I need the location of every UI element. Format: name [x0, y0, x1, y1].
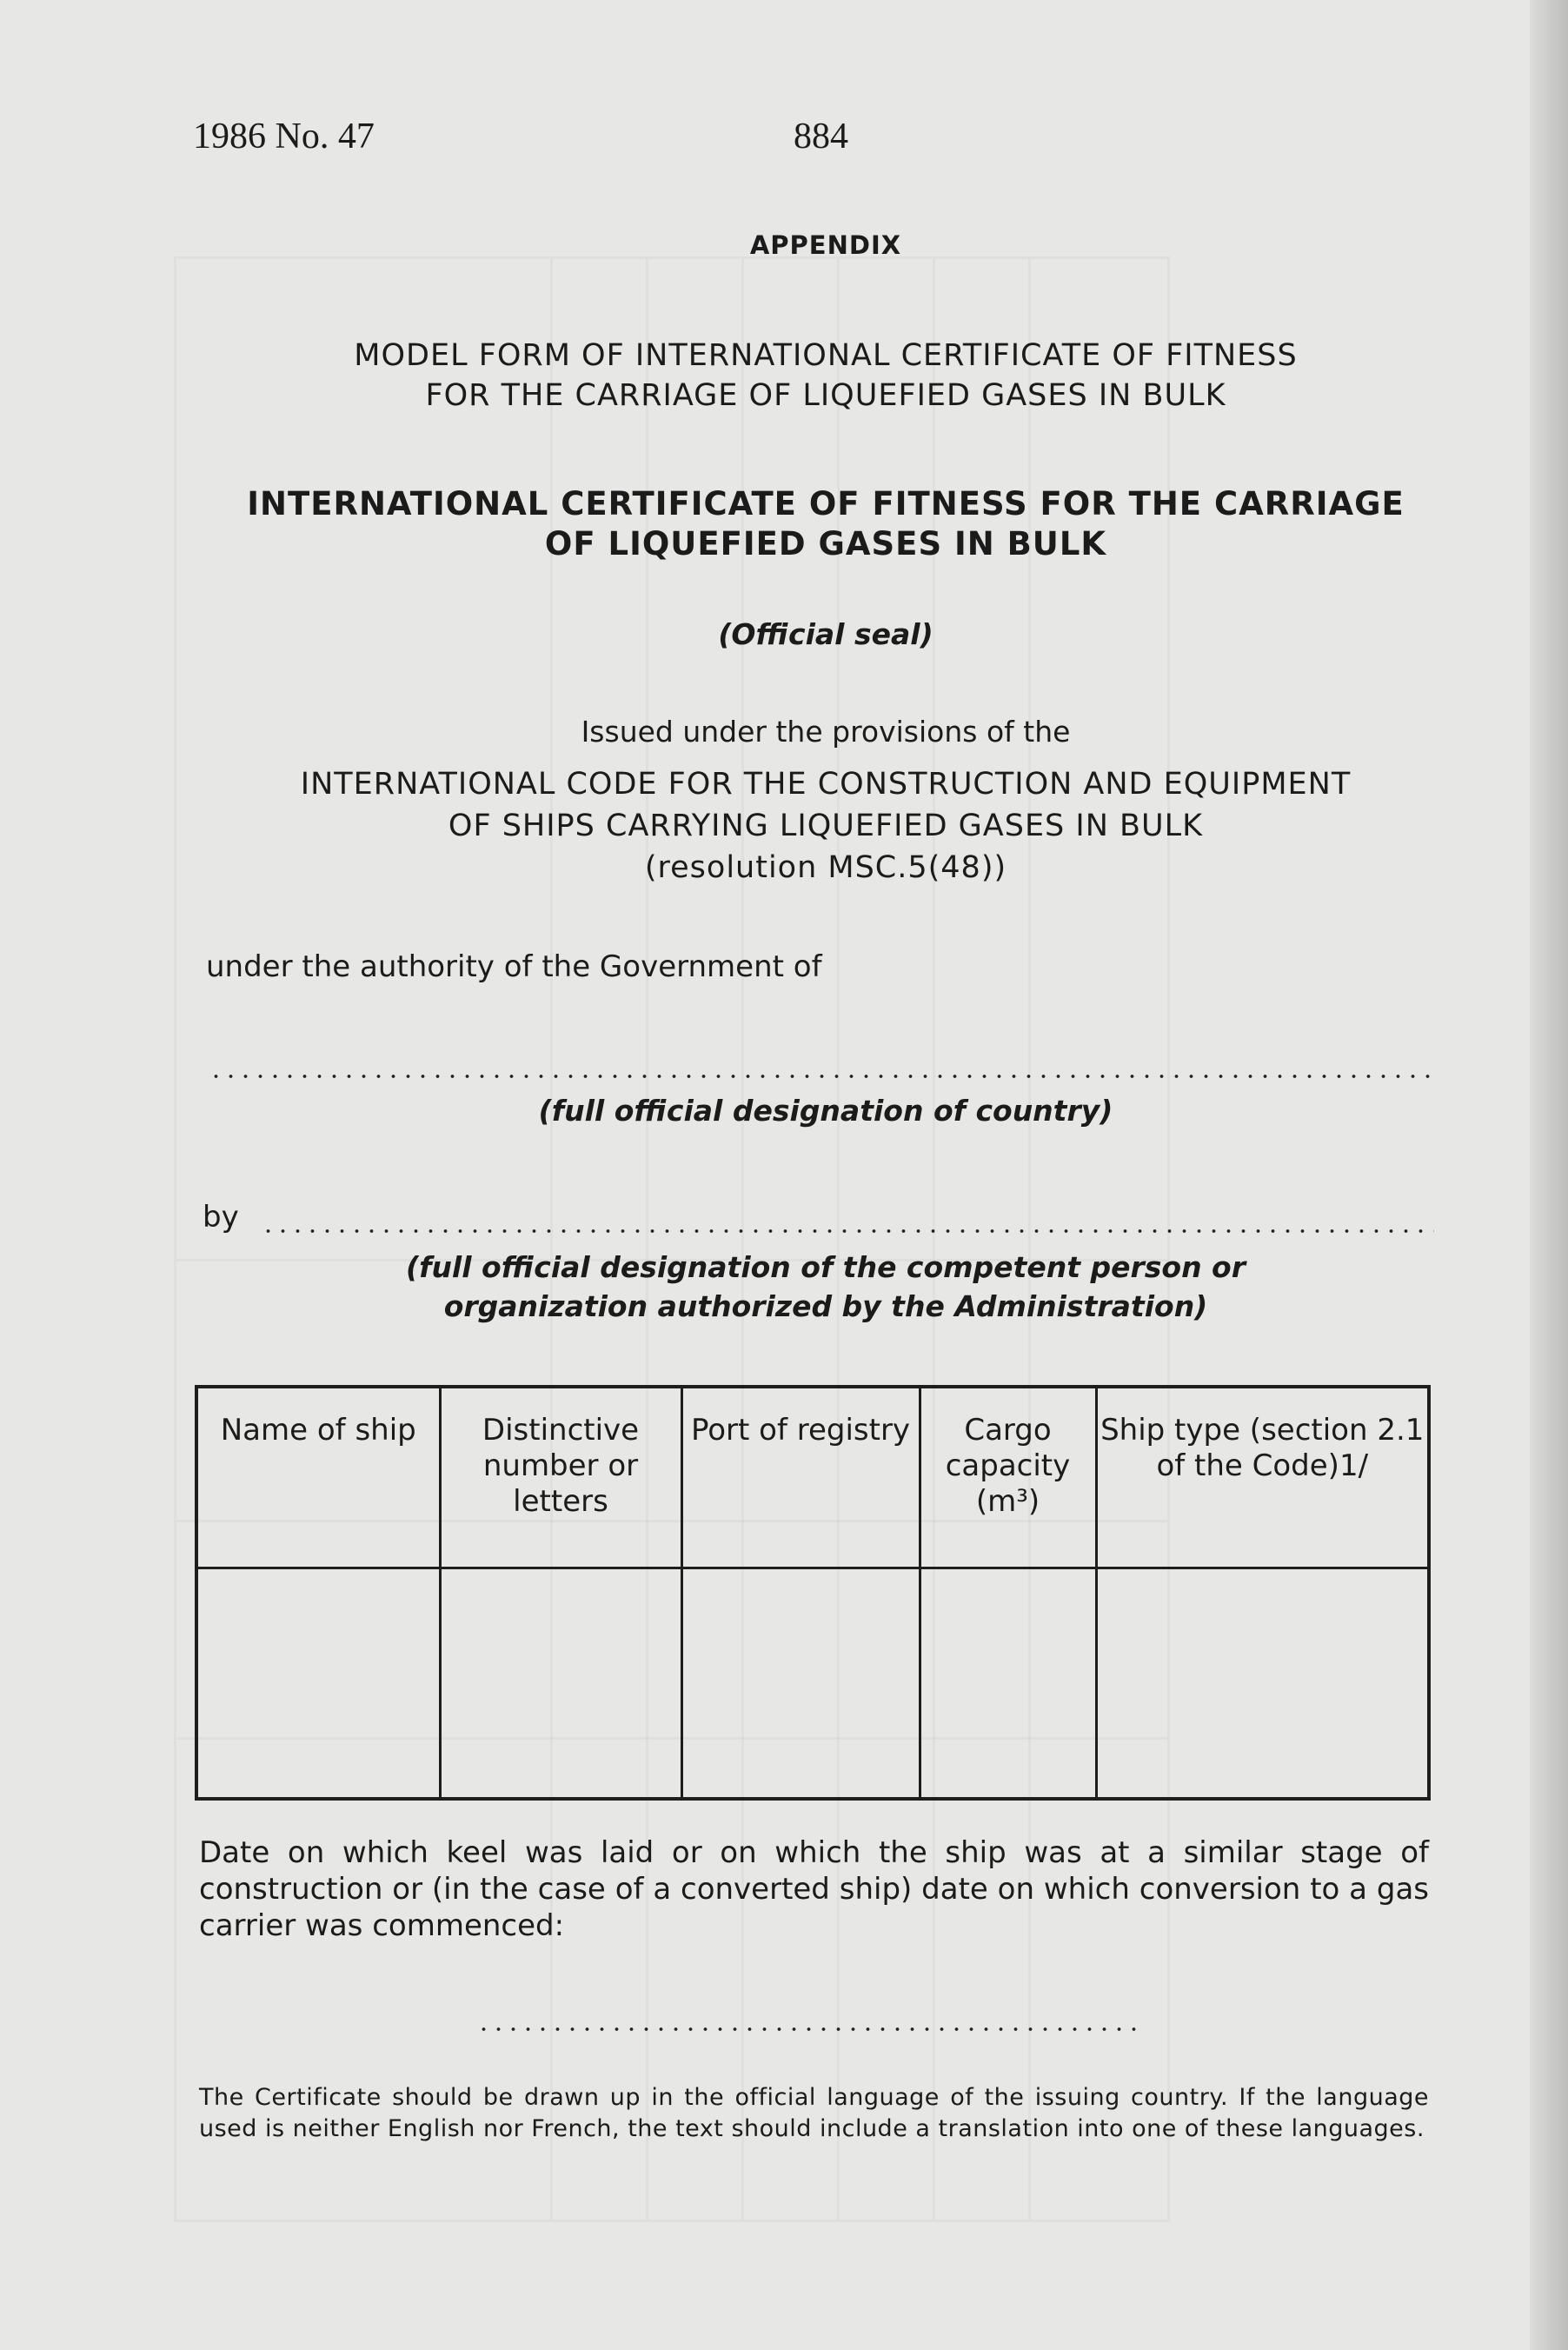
column-header-distinctive-number: Distinctive number or letters: [440, 1387, 681, 1568]
competent-person-dotted-line: [261, 1229, 1434, 1233]
column-header-ship-type: Ship type (section 2.1 of the Code)1/: [1096, 1387, 1429, 1568]
name-of-ship-cell[interactable]: [196, 1568, 440, 1800]
column-header-port-of-registry: Port of registry: [681, 1387, 920, 1568]
port-of-registry-cell[interactable]: [681, 1568, 920, 1800]
competent-caption-line-1: (full official designation of the competent person or: [406, 1250, 1246, 1284]
competent-caption-line-2: organization authorized by the Administration): [443, 1289, 1208, 1323]
official-seal-caption: (Official seal): [718, 617, 933, 651]
ship-particulars-table: [195, 1385, 1431, 1801]
distinctive-number-cell[interactable]: [440, 1568, 681, 1800]
model-form-title-line-1: MODEL FORM OF INTERNATIONAL CERTIFICATE OF FITNESS: [354, 338, 1298, 373]
model-form-title: [217, 336, 1434, 416]
resolution-reference: (resolution MSC.5(48)): [644, 850, 1007, 885]
issued-under-text: Issued under the provisions of the: [581, 715, 1071, 749]
country-caption: (full official designation of country): [538, 1094, 1113, 1128]
appendix-heading: APPENDIX: [749, 230, 902, 260]
certificate-title: [217, 484, 1434, 564]
page-number: 884: [794, 117, 848, 156]
keel-date-dotted-line: [476, 2027, 1146, 2031]
table-header-row: [196, 1387, 1429, 1568]
code-title-line-2: OF SHIPS CARRYING LIQUEFIED GASES IN BULK: [448, 809, 1204, 843]
competent-person-caption: [217, 1248, 1434, 1326]
cargo-capacity-cell[interactable]: [920, 1568, 1096, 1800]
table-row: [196, 1568, 1429, 1800]
language-footnote: The Certificate should be drawn up in the official language of the issuing country. If the language used is neither English nor French, the text should include a translation into one of these languages.: [199, 2084, 1429, 2142]
act-reference: 1986 No. 47: [193, 117, 375, 156]
country-dotted-line: [209, 1075, 1434, 1078]
code-title: [217, 763, 1434, 889]
page-edge: [1530, 0, 1568, 2350]
by-label: by: [203, 1200, 239, 1235]
authority-text: under the authority of the Government of: [206, 949, 822, 984]
model-form-title-line-2: FOR THE CARRIAGE OF LIQUEFIED GASES IN BULK: [425, 378, 1226, 413]
column-header-cargo-capacity: Cargo capacity (m³): [920, 1387, 1096, 1568]
certificate-title-line-2: OF LIQUEFIED GASES IN BULK: [544, 525, 1107, 563]
keel-date-text: Date on which keel was laid or on which the ship was at a similar stage of construction or (in the case of a converted ship) date on which conversion to a gas carrier was commenced:: [199, 1835, 1429, 1943]
ship-type-cell[interactable]: [1096, 1568, 1429, 1800]
certificate-title-line-1: INTERNATIONAL CERTIFICATE OF FITNESS FOR THE CARRIAGE: [247, 485, 1405, 523]
column-header-name-of-ship: Name of ship: [196, 1387, 440, 1568]
code-title-line-1: INTERNATIONAL CODE FOR THE CONSTRUCTION AND EQUIPMENT: [300, 767, 1352, 802]
